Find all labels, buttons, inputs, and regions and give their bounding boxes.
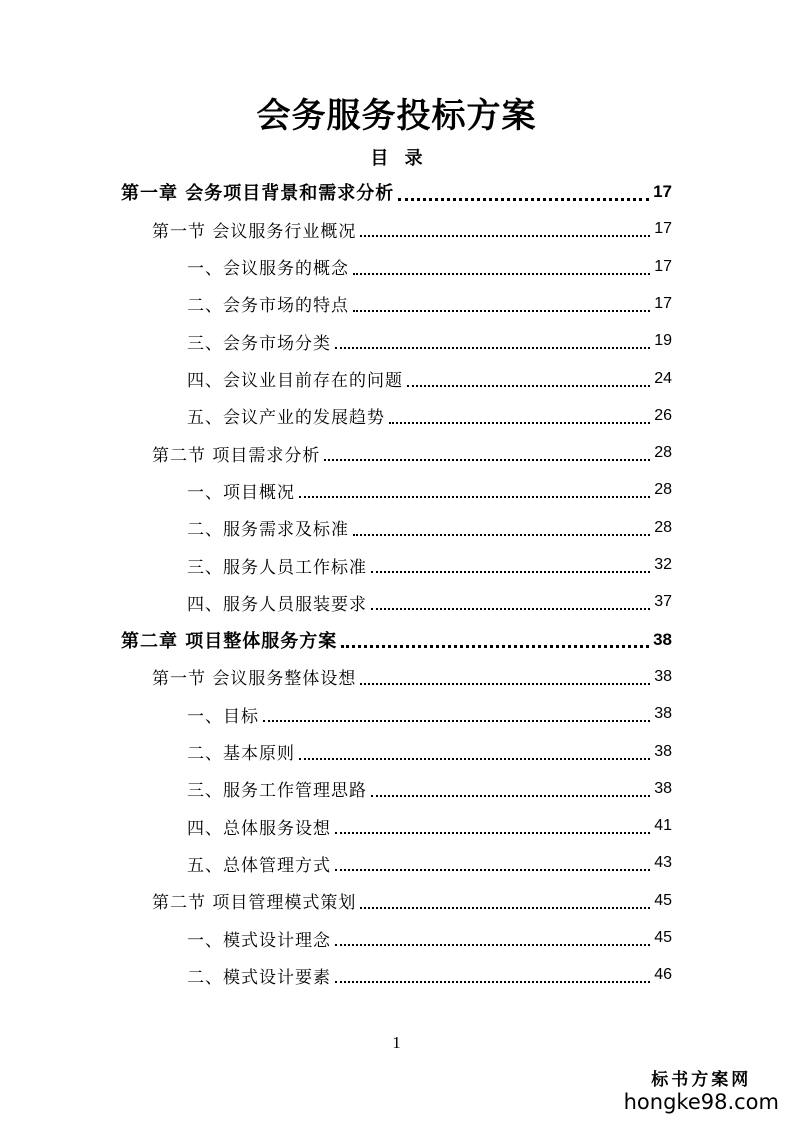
toc-dot-leader bbox=[263, 720, 650, 722]
toc-entry-label: 一、目标 bbox=[187, 706, 259, 727]
toc-dot-leader bbox=[353, 273, 650, 275]
toc-dot-leader bbox=[341, 645, 649, 648]
toc-dot-leader bbox=[324, 459, 650, 461]
toc-entry-page: 19 bbox=[654, 332, 672, 350]
toc-entry-label: 三、服务人员工作标准 bbox=[187, 557, 367, 578]
toc-entry-page: 45 bbox=[654, 891, 672, 909]
toc-entry-page: 41 bbox=[654, 817, 672, 835]
toc-entry-page: 46 bbox=[654, 966, 672, 984]
toc-entry-page: 32 bbox=[654, 556, 672, 573]
toc-entry-page: 24 bbox=[654, 369, 672, 387]
toc-entry[interactable] bbox=[152, 883, 672, 919]
toc-entry-page: 38 bbox=[654, 705, 672, 723]
toc-dot-leader bbox=[335, 347, 650, 349]
toc-entry[interactable] bbox=[187, 808, 672, 844]
toc-entry[interactable] bbox=[187, 845, 672, 881]
toc-dot-leader bbox=[371, 571, 650, 573]
toc-entry-page: 17 bbox=[654, 220, 672, 238]
toc-entry-page: 17 bbox=[654, 294, 672, 312]
toc-dot-leader bbox=[299, 496, 650, 498]
toc-entry-page: 38 bbox=[654, 779, 672, 797]
toc-entry-label: 第一章 会务项目背景和需求分析 bbox=[121, 183, 395, 204]
toc-entry[interactable] bbox=[152, 211, 672, 247]
toc-entry[interactable] bbox=[187, 323, 672, 359]
toc-dot-leader bbox=[371, 795, 650, 797]
toc-entry[interactable] bbox=[187, 920, 672, 956]
toc-entry[interactable] bbox=[187, 734, 672, 770]
toc-entry[interactable] bbox=[187, 398, 672, 434]
toc-dot-leader bbox=[360, 235, 650, 237]
watermark-site-name: 标书方案网 bbox=[651, 1070, 752, 1090]
watermark-domain: hongke98.com bbox=[623, 1090, 779, 1114]
toc-entry[interactable] bbox=[187, 547, 672, 583]
toc-entry[interactable] bbox=[152, 435, 672, 471]
toc-entry-label: 四、服务人员服装要求 bbox=[187, 594, 367, 615]
toc-entry-label: 五、会议产业的发展趋势 bbox=[187, 408, 385, 429]
toc-entry-label: 第二节 项目需求分析 bbox=[152, 445, 321, 466]
toc-dot-leader bbox=[360, 907, 650, 909]
toc-entry-page: 17 bbox=[653, 182, 672, 201]
toc-entry[interactable] bbox=[187, 696, 672, 732]
toc-dot-leader bbox=[353, 534, 650, 536]
toc-dot-leader bbox=[335, 981, 650, 983]
toc-entry-label: 第二节 项目管理模式策划 bbox=[152, 893, 357, 914]
toc-entry-page: 26 bbox=[654, 406, 672, 424]
toc-entry-label: 第一节 会议服务行业概况 bbox=[152, 221, 357, 242]
toc-dot-leader bbox=[335, 944, 650, 946]
toc-entry-page: 38 bbox=[654, 742, 672, 760]
toc-entry-label: 三、服务工作管理思路 bbox=[187, 781, 367, 802]
toc-entry-label: 三、会务市场分类 bbox=[187, 333, 331, 354]
toc-entry-label: 四、总体服务设想 bbox=[187, 818, 331, 839]
toc-entry-label: 四、会议业目前存在的问题 bbox=[187, 371, 403, 391]
toc-entry-page: 43 bbox=[654, 854, 672, 872]
toc-dot-leader bbox=[335, 869, 650, 871]
toc-entry-page: 28 bbox=[654, 481, 672, 499]
toc-entry-label: 第二章 项目整体服务方案 bbox=[121, 630, 338, 652]
toc-entry-page: 38 bbox=[654, 667, 672, 685]
toc-dot-leader bbox=[398, 198, 649, 201]
toc-dot-leader bbox=[335, 832, 650, 834]
toc-entry[interactable] bbox=[187, 510, 672, 546]
toc-heading: 目 录 bbox=[370, 148, 423, 169]
toc-dot-leader bbox=[299, 758, 650, 760]
toc-dot-leader bbox=[389, 422, 650, 424]
toc-entry-page: 38 bbox=[653, 629, 672, 649]
toc-entry[interactable] bbox=[187, 472, 672, 508]
toc-entry[interactable] bbox=[152, 659, 672, 695]
toc-dot-leader bbox=[407, 385, 650, 387]
toc-entry[interactable] bbox=[187, 249, 672, 285]
toc-entry-label: 一、会议服务的概念 bbox=[187, 259, 349, 280]
toc-entry[interactable] bbox=[187, 584, 672, 620]
toc-entry-label: 一、项目概况 bbox=[187, 482, 295, 503]
toc-entry-label: 一、模式设计理念 bbox=[187, 930, 331, 951]
toc-entry-label: 二、会务市场的特点 bbox=[187, 296, 349, 317]
toc-entry-label: 第一节 会议服务整体设想 bbox=[152, 669, 357, 690]
toc-entry-label: 二、服务需求及标准 bbox=[187, 520, 349, 541]
toc-entry[interactable] bbox=[121, 174, 672, 210]
toc-entry-label: 五、总体管理方式 bbox=[187, 855, 331, 876]
toc-entry[interactable] bbox=[187, 771, 672, 807]
toc-entry-label: 二、基本原则 bbox=[187, 744, 295, 764]
toc-entry[interactable] bbox=[121, 622, 672, 658]
toc-entry[interactable] bbox=[187, 286, 672, 322]
toc-entry[interactable] bbox=[187, 957, 672, 993]
toc-entry-page: 17 bbox=[654, 257, 672, 275]
watermark bbox=[624, 1065, 779, 1114]
toc-entry-page: 45 bbox=[654, 929, 672, 946]
toc-dot-leader bbox=[353, 310, 650, 312]
toc-entry-page: 28 bbox=[654, 518, 672, 536]
document-title: 会务服务投标方案 bbox=[256, 96, 537, 136]
toc-dot-leader bbox=[360, 683, 650, 685]
toc-entry-label: 二、模式设计要素 bbox=[187, 967, 331, 988]
toc-dot-leader bbox=[371, 608, 650, 610]
page-number: 1 bbox=[392, 1033, 401, 1052]
toc-entry[interactable] bbox=[187, 361, 672, 397]
toc-entry-page: 28 bbox=[654, 444, 672, 462]
toc-entry-page: 37 bbox=[654, 593, 672, 611]
